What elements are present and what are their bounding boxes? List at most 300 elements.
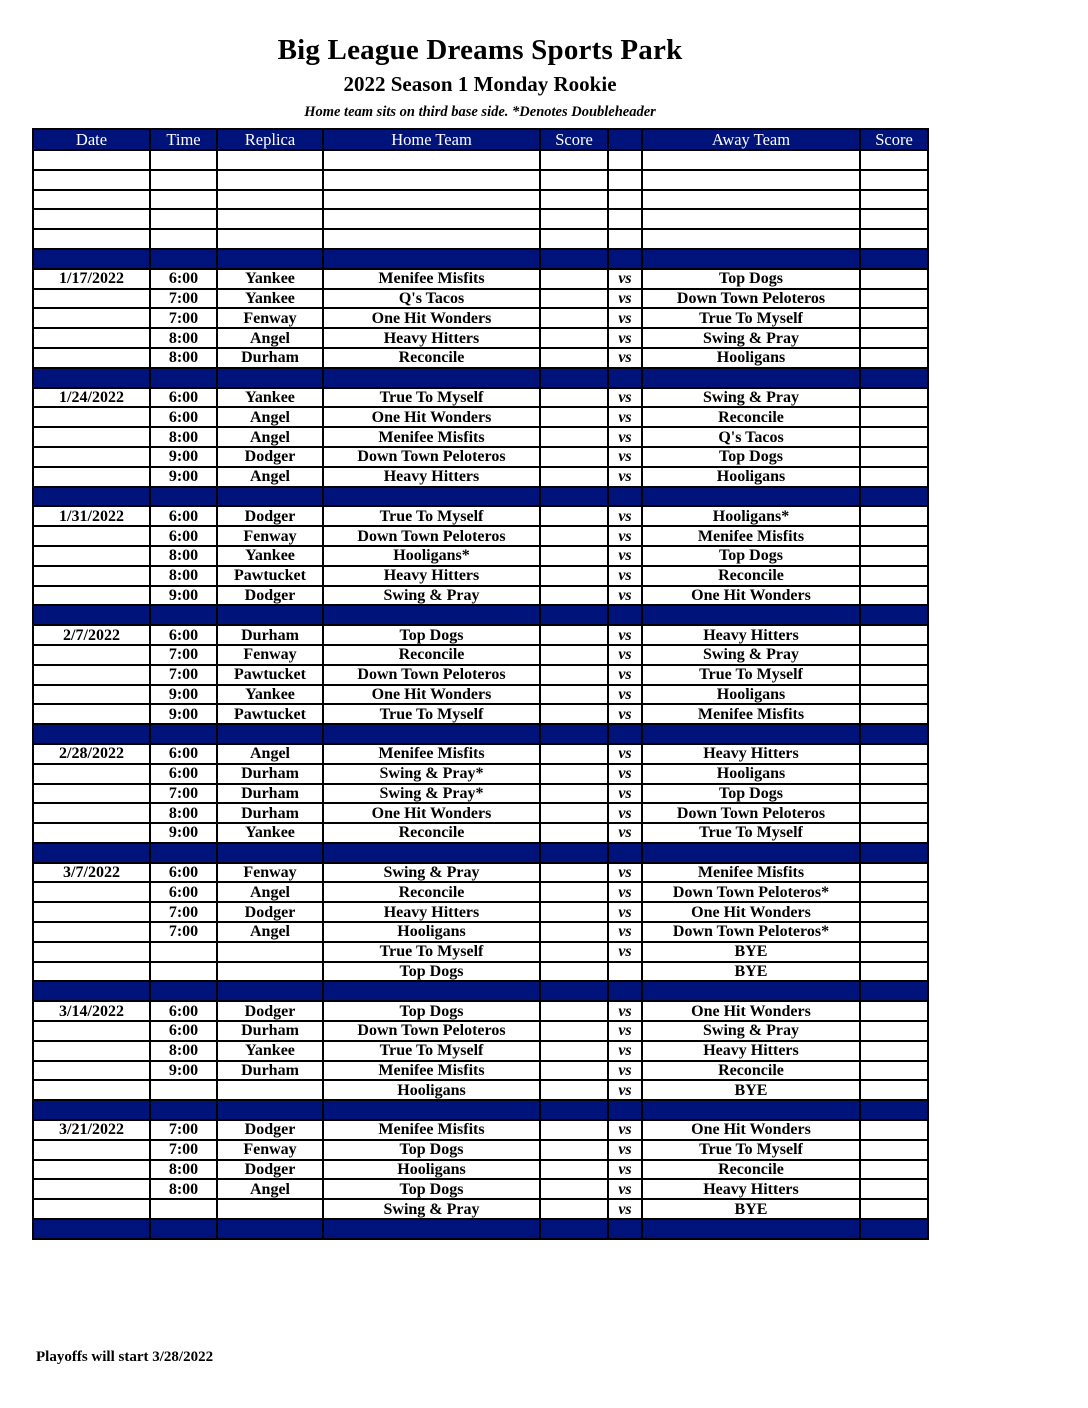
away-team: Top Dogs [642, 546, 860, 566]
home-team: One Hit Wonders [323, 407, 540, 427]
empty-cell [33, 1100, 150, 1120]
game-time: 7:00 [150, 645, 217, 665]
empty-cell [150, 1219, 217, 1239]
away-team: One Hit Wonders [642, 1001, 860, 1021]
game-row [33, 922, 928, 942]
game-date [33, 1179, 150, 1199]
game-date [33, 1160, 150, 1180]
home-score [540, 645, 608, 665]
away-score [860, 863, 928, 883]
game-time [150, 1199, 217, 1219]
empty-cell [608, 487, 642, 507]
col-vs [608, 129, 642, 150]
game-date [33, 328, 150, 348]
away-team: Hooligans* [642, 506, 860, 526]
home-score [540, 882, 608, 902]
game-date [33, 1021, 150, 1041]
game-time: 7:00 [150, 289, 217, 309]
game-date [33, 922, 150, 942]
game-row [33, 744, 928, 764]
home-team: Top Dogs [323, 625, 540, 645]
away-team: True To Myself [642, 665, 860, 685]
game-row [33, 566, 928, 586]
empty-cell [540, 209, 608, 229]
empty-cell [608, 981, 642, 1001]
empty-cell [860, 170, 928, 190]
replica-field: Yankee [217, 388, 323, 408]
playoffs-note: Playoffs will start 3/28/2022 [36, 1349, 214, 1365]
away-team: One Hit Wonders [642, 1120, 860, 1140]
home-team: Swing & Pray* [323, 764, 540, 784]
empty-cell [323, 190, 540, 210]
home-team: One Hit Wonders [323, 803, 540, 823]
away-team: Hooligans [642, 467, 860, 487]
game-time: 8:00 [150, 546, 217, 566]
empty-cell [217, 1219, 323, 1239]
away-score [860, 1199, 928, 1219]
away-team: True To Myself [642, 823, 860, 843]
away-team: BYE [642, 942, 860, 962]
blank-row [33, 170, 928, 190]
game-date [33, 447, 150, 467]
home-score [540, 427, 608, 447]
game-time: 6:00 [150, 744, 217, 764]
replica-field: Angel [217, 407, 323, 427]
game-time: 7:00 [150, 665, 217, 685]
replica-field: Dodger [217, 586, 323, 606]
replica-field: Angel [217, 1179, 323, 1199]
vs-label: vs [608, 269, 642, 289]
replica-field: Angel [217, 882, 323, 902]
vs-label: vs [608, 289, 642, 309]
empty-cell [540, 605, 608, 625]
home-score [540, 1140, 608, 1160]
empty-cell [540, 249, 608, 269]
away-score [860, 922, 928, 942]
game-row [33, 882, 928, 902]
game-date [33, 823, 150, 843]
away-team: Swing & Pray [642, 328, 860, 348]
away-team: True To Myself [642, 1140, 860, 1160]
home-team: Hooligans* [323, 546, 540, 566]
empty-cell [33, 724, 150, 744]
empty-cell [860, 1100, 928, 1120]
col-home-score: Score [540, 129, 608, 150]
vs-label: vs [608, 407, 642, 427]
away-score [860, 308, 928, 328]
game-row [33, 625, 928, 645]
empty-cell [540, 229, 608, 249]
game-row [33, 526, 928, 546]
game-time: 8:00 [150, 1041, 217, 1061]
empty-cell [217, 843, 323, 863]
game-date: 2/7/2022 [33, 625, 150, 645]
vs-label: vs [608, 1041, 642, 1061]
empty-cell [33, 150, 150, 170]
game-row [33, 764, 928, 784]
home-team: True To Myself [323, 704, 540, 724]
away-score [860, 269, 928, 289]
away-team: Down Town Peloteros [642, 289, 860, 309]
away-score [860, 962, 928, 982]
home-score [540, 803, 608, 823]
replica-field: Durham [217, 784, 323, 804]
empty-cell [608, 249, 642, 269]
empty-cell [860, 150, 928, 170]
game-row [33, 784, 928, 804]
game-date [33, 803, 150, 823]
away-team: Reconcile [642, 566, 860, 586]
away-score [860, 1160, 928, 1180]
home-team: Menifee Misfits [323, 1120, 540, 1140]
home-team: Reconcile [323, 882, 540, 902]
week-separator [33, 724, 928, 744]
replica-field: Dodger [217, 1001, 323, 1021]
away-score [860, 586, 928, 606]
home-score [540, 1061, 608, 1081]
game-date [33, 704, 150, 724]
game-time [150, 942, 217, 962]
replica-field: Durham [217, 1061, 323, 1081]
col-home-team: Home Team [323, 129, 540, 150]
home-score [540, 1001, 608, 1021]
game-date [33, 348, 150, 368]
game-row [33, 902, 928, 922]
vs-label: vs [608, 546, 642, 566]
away-team: Menifee Misfits [642, 704, 860, 724]
home-score [540, 942, 608, 962]
home-team: Reconcile [323, 823, 540, 843]
empty-cell [608, 190, 642, 210]
game-row [33, 1041, 928, 1061]
vs-label: vs [608, 744, 642, 764]
away-team: Heavy Hitters [642, 625, 860, 645]
schedule-body [33, 150, 928, 1239]
col-time: Time [150, 129, 217, 150]
home-score [540, 407, 608, 427]
away-team: Reconcile [642, 1061, 860, 1081]
empty-cell [860, 229, 928, 249]
empty-cell [150, 190, 217, 210]
empty-cell [150, 249, 217, 269]
game-date [33, 764, 150, 784]
home-team: Swing & Pray [323, 1199, 540, 1219]
empty-cell [33, 170, 150, 190]
empty-cell [217, 150, 323, 170]
empty-cell [33, 981, 150, 1001]
home-score [540, 1080, 608, 1100]
empty-cell [217, 190, 323, 210]
empty-cell [323, 209, 540, 229]
game-time: 7:00 [150, 784, 217, 804]
empty-cell [860, 843, 928, 863]
replica-field: Durham [217, 803, 323, 823]
replica-field: Pawtucket [217, 704, 323, 724]
replica-field: Fenway [217, 645, 323, 665]
game-time: 9:00 [150, 586, 217, 606]
game-date [33, 784, 150, 804]
vs-label: vs [608, 645, 642, 665]
empty-cell [642, 229, 860, 249]
empty-cell [323, 170, 540, 190]
away-team: Down Town Peloteros [642, 803, 860, 823]
vs-label: vs [608, 308, 642, 328]
game-date [33, 546, 150, 566]
replica-field: Dodger [217, 1120, 323, 1140]
home-score [540, 823, 608, 843]
home-team: True To Myself [323, 942, 540, 962]
replica-field: Fenway [217, 526, 323, 546]
game-row [33, 506, 928, 526]
vs-label: vs [608, 922, 642, 942]
empty-cell [323, 368, 540, 388]
away-score [860, 1080, 928, 1100]
away-score [860, 546, 928, 566]
vs-label: vs [608, 1080, 642, 1100]
vs-label: vs [608, 902, 642, 922]
away-score [860, 803, 928, 823]
away-score [860, 823, 928, 843]
replica-field: Yankee [217, 685, 323, 705]
game-date [33, 645, 150, 665]
game-time: 7:00 [150, 902, 217, 922]
replica-field: Angel [217, 922, 323, 942]
empty-cell [33, 605, 150, 625]
replica-field: Angel [217, 328, 323, 348]
game-time: 6:00 [150, 882, 217, 902]
empty-cell [608, 150, 642, 170]
away-team: Menifee Misfits [642, 526, 860, 546]
vs-label: vs [608, 1199, 642, 1219]
empty-cell [323, 229, 540, 249]
empty-cell [608, 605, 642, 625]
game-date [33, 586, 150, 606]
home-team: Swing & Pray [323, 586, 540, 606]
away-score [860, 289, 928, 309]
blank-row [33, 209, 928, 229]
empty-cell [860, 209, 928, 229]
empty-cell [860, 487, 928, 507]
away-score [860, 1041, 928, 1061]
empty-cell [33, 487, 150, 507]
away-team: Heavy Hitters [642, 1041, 860, 1061]
vs-label: vs [608, 586, 642, 606]
game-time: 8:00 [150, 427, 217, 447]
vs-label: vs [608, 704, 642, 724]
away-score [860, 665, 928, 685]
week-separator [33, 1219, 928, 1239]
empty-cell [150, 368, 217, 388]
empty-cell [860, 981, 928, 1001]
away-team: Menifee Misfits [642, 863, 860, 883]
empty-cell [860, 605, 928, 625]
away-team: Down Town Peloteros* [642, 882, 860, 902]
away-score [860, 902, 928, 922]
game-date [33, 566, 150, 586]
away-team: Reconcile [642, 407, 860, 427]
empty-cell [217, 1100, 323, 1120]
empty-cell [642, 1219, 860, 1239]
game-row [33, 1160, 928, 1180]
game-date [33, 902, 150, 922]
empty-cell [323, 605, 540, 625]
home-team: Menifee Misfits [323, 1061, 540, 1081]
vs-label: vs [608, 1021, 642, 1041]
game-time [150, 962, 217, 982]
empty-cell [33, 249, 150, 269]
home-score [540, 289, 608, 309]
away-team: Top Dogs [642, 784, 860, 804]
away-score [860, 704, 928, 724]
home-score [540, 308, 608, 328]
empty-cell [33, 209, 150, 229]
game-row [33, 289, 928, 309]
empty-cell [642, 170, 860, 190]
schedule-table [32, 128, 929, 1240]
game-time: 9:00 [150, 467, 217, 487]
away-score [860, 882, 928, 902]
blank-row [33, 150, 928, 170]
game-time: 6:00 [150, 863, 217, 883]
game-row [33, 1080, 928, 1100]
home-team: True To Myself [323, 1041, 540, 1061]
season-subtitle: 2022 Season 1 Monday Rookie [343, 72, 617, 96]
home-score [540, 744, 608, 764]
vs-label: vs [608, 1120, 642, 1140]
game-time: 8:00 [150, 566, 217, 586]
home-score [540, 1120, 608, 1140]
vs-label: vs [608, 388, 642, 408]
home-score [540, 625, 608, 645]
game-row [33, 269, 928, 289]
home-team: One Hit Wonders [323, 685, 540, 705]
game-date [33, 942, 150, 962]
game-row [33, 1179, 928, 1199]
empty-cell [540, 487, 608, 507]
empty-cell [540, 368, 608, 388]
vs-label: vs [608, 1179, 642, 1199]
vs-label: vs [608, 526, 642, 546]
away-team: One Hit Wonders [642, 586, 860, 606]
empty-cell [150, 487, 217, 507]
game-row [33, 704, 928, 724]
away-team: True To Myself [642, 308, 860, 328]
home-team: Down Town Peloteros [323, 1021, 540, 1041]
page-title: Big League Dreams Sports Park [277, 34, 683, 66]
empty-cell [540, 150, 608, 170]
home-score [540, 348, 608, 368]
game-row [33, 1120, 928, 1140]
vs-label: vs [608, 803, 642, 823]
home-team: Down Town Peloteros [323, 526, 540, 546]
game-row [33, 427, 928, 447]
away-score [860, 645, 928, 665]
empty-cell [608, 843, 642, 863]
vs-label: vs [608, 1061, 642, 1081]
vs-label: vs [608, 665, 642, 685]
home-team: Top Dogs [323, 1179, 540, 1199]
away-score [860, 467, 928, 487]
game-date: 1/17/2022 [33, 269, 150, 289]
vs-label: vs [608, 625, 642, 645]
vs-label: vs [608, 882, 642, 902]
home-score [540, 685, 608, 705]
away-team: Swing & Pray [642, 645, 860, 665]
vs-label: vs [608, 823, 642, 843]
game-row [33, 962, 928, 982]
game-time: 8:00 [150, 328, 217, 348]
empty-cell [860, 368, 928, 388]
away-score [860, 744, 928, 764]
replica-field: Durham [217, 348, 323, 368]
game-time: 8:00 [150, 348, 217, 368]
game-date [33, 1140, 150, 1160]
empty-cell [642, 843, 860, 863]
replica-field [217, 962, 323, 982]
col-replica: Replica [217, 129, 323, 150]
empty-cell [150, 229, 217, 249]
game-date [33, 1061, 150, 1081]
home-team: Down Town Peloteros [323, 447, 540, 467]
game-row [33, 665, 928, 685]
week-separator [33, 1100, 928, 1120]
game-row [33, 942, 928, 962]
away-score [860, 348, 928, 368]
game-time: 6:00 [150, 407, 217, 427]
home-score [540, 526, 608, 546]
replica-field: Pawtucket [217, 665, 323, 685]
home-team: Menifee Misfits [323, 427, 540, 447]
empty-cell [33, 190, 150, 210]
week-separator [33, 368, 928, 388]
away-team: One Hit Wonders [642, 902, 860, 922]
empty-cell [540, 1219, 608, 1239]
game-time: 8:00 [150, 803, 217, 823]
away-score [860, 328, 928, 348]
empty-cell [150, 1100, 217, 1120]
empty-cell [323, 843, 540, 863]
empty-cell [540, 190, 608, 210]
replica-field [217, 942, 323, 962]
empty-cell [642, 150, 860, 170]
empty-cell [642, 724, 860, 744]
game-row [33, 1140, 928, 1160]
away-team: Heavy Hitters [642, 1179, 860, 1199]
empty-cell [323, 487, 540, 507]
away-score [860, 685, 928, 705]
replica-field [217, 1080, 323, 1100]
game-row [33, 407, 928, 427]
replica-field: Angel [217, 744, 323, 764]
home-team: Hooligans [323, 922, 540, 942]
empty-cell [150, 209, 217, 229]
away-score [860, 506, 928, 526]
replica-field: Dodger [217, 447, 323, 467]
game-row [33, 685, 928, 705]
game-date [33, 1041, 150, 1061]
game-date: 1/24/2022 [33, 388, 150, 408]
game-row [33, 803, 928, 823]
empty-cell [33, 229, 150, 249]
empty-cell [217, 368, 323, 388]
game-time: 9:00 [150, 823, 217, 843]
empty-cell [642, 209, 860, 229]
empty-cell [642, 605, 860, 625]
empty-cell [33, 1219, 150, 1239]
away-score [860, 1001, 928, 1021]
game-time: 9:00 [150, 447, 217, 467]
game-time: 7:00 [150, 308, 217, 328]
